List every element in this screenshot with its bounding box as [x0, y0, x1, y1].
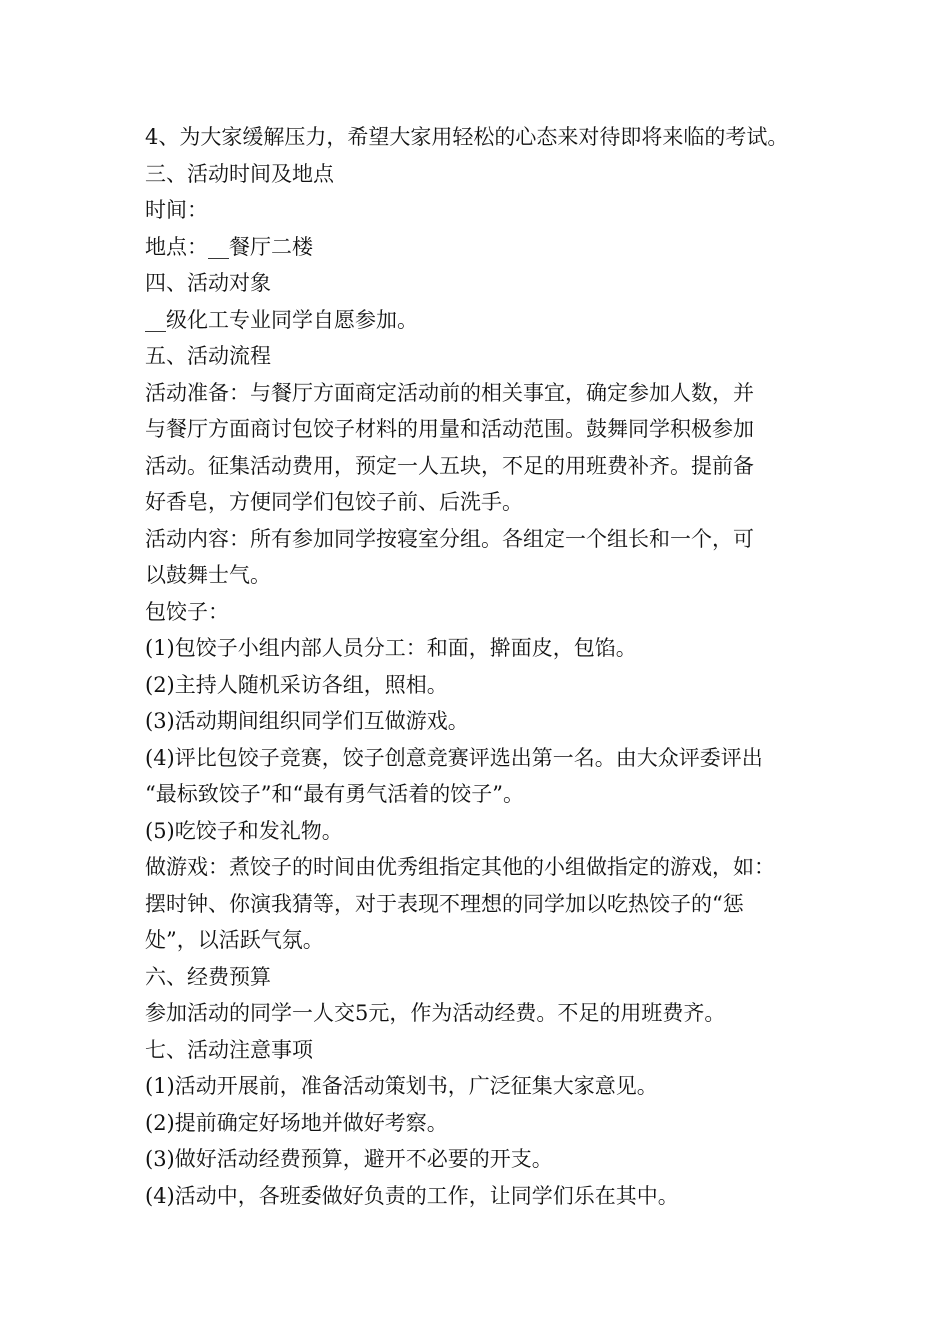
list-item: (1)包饺子小组内部人员分工：和面，擀面皮，包馅。 — [145, 636, 637, 660]
text-line: 活动内容：所有参加同学按寝室分组。各组定一个组长和一个，可 — [145, 526, 754, 551]
list-item: (5)吃饺子和发礼物。 — [145, 818, 343, 843]
text-line: 以鼓舞士气。 — [145, 563, 271, 587]
section-heading: 四、活动对象 — [145, 271, 271, 295]
list-item: (4)评比包饺子竞赛，饺子创意竞赛评选出第一名。由大众评委评出 — [145, 745, 763, 770]
list-item: (2)主持人随机采访各组，照相。 — [145, 672, 448, 697]
text-line: 活动。征集活动费用，预定一人五块，不足的用班费补齐。提前备 — [145, 453, 754, 478]
text-line: 时间： — [145, 198, 208, 222]
section-heading: 三、活动时间及地点 — [145, 161, 334, 186]
section-heading: 七、活动注意事项 — [145, 1037, 313, 1062]
text-line: 与餐厅方面商讨包饺子材料的用量和活动范围。鼓舞同学积极参加 — [145, 417, 754, 441]
text-line: __级化工专业同学自愿参加。 — [145, 307, 418, 332]
text-line: 4、为大家缓解压力，希望大家用轻松的心态来对待即将来临的考试。 — [145, 125, 789, 149]
text-line: 好香皂，方便同学们包饺子前、后洗手。 — [145, 490, 523, 514]
text-line: 处”，以活跃气氛。 — [145, 928, 324, 952]
section-heading: 六、经费预算 — [145, 964, 271, 989]
text-line: 参加活动的同学一人交5元，作为活动经费。不足的用班费齐。 — [145, 1001, 726, 1025]
text-line: 做游戏：煮饺子的时间由优秀组指定其他的小组做指定的游戏，如： — [145, 855, 775, 879]
section-heading: 五、活动流程 — [145, 344, 271, 368]
list-item: (2)提前确定好场地并做好考察。 — [145, 1110, 448, 1135]
list-item: (3)活动期间组织同学们互做游戏。 — [145, 709, 469, 733]
list-item: (4)活动中，各班委做好负责的工作，让同学们乐在其中。 — [145, 1183, 679, 1208]
list-item: (1)活动开展前，准备活动策划书，广泛征集大家意见。 — [145, 1074, 658, 1098]
text-line: 活动准备：与餐厅方面商定活动前的相关事宜，确定参加人数，并 — [145, 380, 754, 405]
text-line: 摆时钟、你演我猜等，对于表现不理想的同学加以吃热饺子的“惩 — [145, 891, 744, 916]
document-body — [145, 119, 835, 1214]
list-item: (3)做好活动经费预算，避开不必要的开支。 — [145, 1147, 553, 1171]
text-line: 包饺子： — [145, 599, 229, 624]
text-line: “最标致饺子”和“最有勇气活着的饺子”。 — [145, 782, 524, 806]
text-line: 地点：__餐厅二楼 — [145, 234, 313, 259]
